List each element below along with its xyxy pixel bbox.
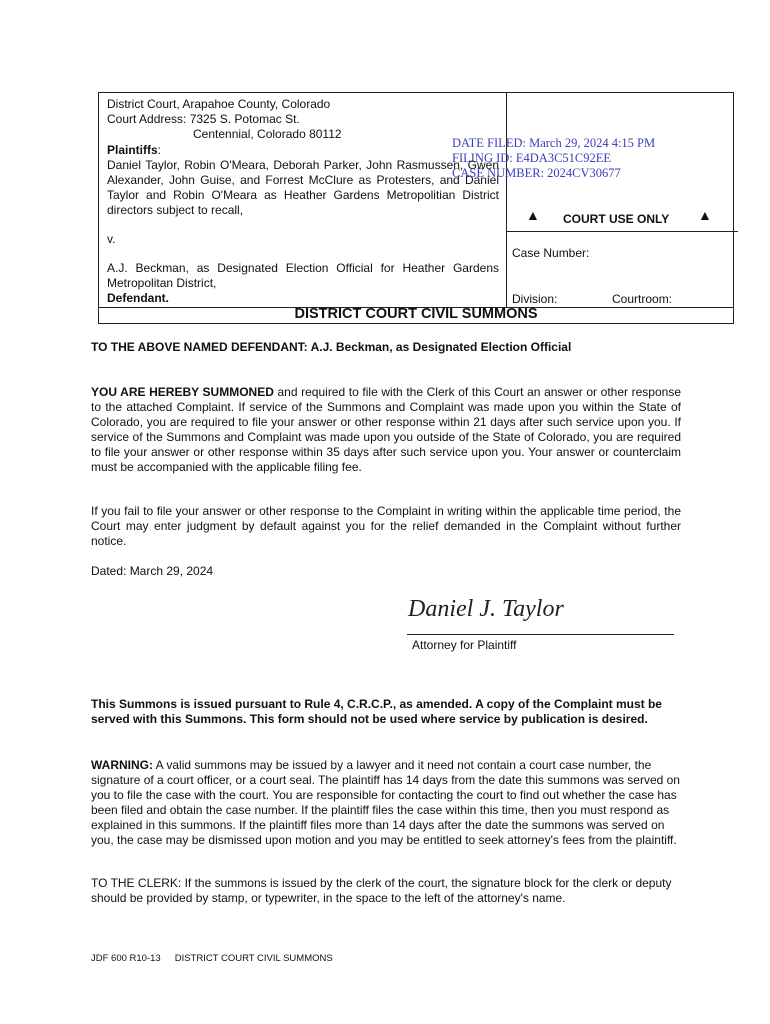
warning-label: WARNING: bbox=[91, 758, 153, 772]
division-label: Division: bbox=[512, 292, 558, 306]
signature bbox=[404, 590, 564, 630]
attorney-label: Attorney for Plaintiff bbox=[412, 638, 517, 652]
court-address: Court Address: 7325 S. Potomac St. bbox=[107, 112, 300, 126]
versus: v. bbox=[107, 232, 116, 246]
summoned-lead: YOU ARE HEREBY SUMMONED bbox=[91, 385, 274, 399]
warning-text: A valid summons may be issued by a lawyer and it need not contain a court case number, the signature of a court officer, or a court seal. The plaintiff has 14 days from the date this summons was served on you to file the case with the court. You are responsible for contacting the court to find out whether the case has been filed and obtain the case number. If the plaintiff files the case within this time, then you must respond as explained in this summons. If the plaintiff files more than 14 days after the date the summons was served on you, the case may be dismissed upon motion and you may be entitled to seek attorney's fees from the plaintiff. bbox=[91, 758, 680, 847]
court-line: District Court, Arapahoe County, Colorado bbox=[107, 97, 331, 111]
warning-paragraph bbox=[91, 758, 681, 848]
caption-divider-vertical bbox=[506, 93, 507, 307]
form-footer bbox=[91, 953, 333, 964]
case-caption-box bbox=[98, 92, 734, 324]
dated-line: Dated: March 29, 2024 bbox=[91, 564, 214, 578]
court-city: Centennial, Colorado 80112 bbox=[193, 127, 342, 141]
filing-date: DATE FILED: March 29, 2024 4:15 PM bbox=[452, 136, 656, 150]
signature-text: Daniel J. Taylor bbox=[408, 596, 564, 622]
summoned-text: and required to file with the Clerk of this Court an answer or other response to the attached Complaint. If service of the Summons and Complaint was made upon you within the State of Colorado, you are required to file your answer or other response within 21 days after such service upon you. If service of the Summons and Complaint was made upon you outside of the State of Colorado, you are required to file your answer or other response within 35 days after such service upon you. Your answer or counterclaim must be accompanied with the applicable filing fee. bbox=[91, 385, 681, 474]
document-title: DISTRICT COURT CIVIL SUMMONS bbox=[294, 306, 538, 322]
clerk-paragraph: TO THE CLERK: If the summons is issued by the clerk of the court, the signature block for the clerk or deputy should be provided by stamp, or typewriter, in the space to the left of the attorney's name. bbox=[91, 876, 672, 905]
plaintiffs-text: Daniel Taylor, Robin O'Meara, Deborah Parker, John Rasmussen, Gwen Alexander, John Guise, and Forrest McClure as Protesters, and Daniel Taylor and Robin O'Meara as Heather Gardens Metropolitian District directors subject to recall, bbox=[107, 158, 499, 217]
triangle-up-icon: ▲ bbox=[698, 207, 712, 223]
rule-notice: This Summons is issued pursuant to Rule 4, C.R.C.P., as amended. A copy of the Complaint must be served with this Summons. This form should not be used where service by publication is desired. bbox=[91, 697, 662, 726]
form-title: DISTRICT COURT CIVIL SUMMONS bbox=[174, 953, 333, 964]
caption-parties: District Court, Arapahoe County, Colorado Court Address: 7325 S. Potomac St. Centennial, Colorado 80112 Plaintiffs: Daniel Taylor, Robin O'Meara, Deborah Parker, John Rasmussen, Gwen Alexander, John Guise, and Forrest McClure as Protesters, and Daniel Taylor and Robin O'Meara as Heather Gardens Metropolitian District directors subject to recall, v. A.J. Beckman, as Designated Election Official for Heather Gardens Metropolitan District, Defendant. bbox=[107, 97, 499, 305]
default-paragraph: If you fail to file your answer or other response to the Complaint in writing within the applicable time period, the Court may enter judgment by default against you for the relief demanded in the Complaint without further notice. bbox=[91, 504, 681, 548]
defendant-text: A.J. Beckman, as Designated Election Official for Heather Gardens Metropolitan District, bbox=[107, 261, 499, 290]
filing-id: FILING ID: E4DA3C51C92EE bbox=[452, 151, 612, 165]
summoned-paragraph bbox=[91, 385, 681, 475]
courtroom-label: Courtroom: bbox=[612, 292, 673, 306]
triangle-up-icon: ▲ bbox=[526, 207, 540, 223]
signature-line bbox=[407, 634, 674, 635]
case-number-label: Case Number: bbox=[512, 246, 590, 260]
to-defendant: TO THE ABOVE NAMED DEFENDANT: A.J. Beckman, as Designated Election Official bbox=[91, 340, 572, 354]
court-use-only: COURT USE ONLY bbox=[563, 212, 670, 226]
filing-case-number: CASE NUMBER: 2024CV30677 bbox=[452, 166, 621, 180]
defendant-label: Defendant. bbox=[107, 291, 170, 305]
filing-stamp bbox=[452, 136, 655, 181]
caption-divider-right bbox=[506, 231, 738, 232]
form-id: JDF 600 R10-13 bbox=[91, 953, 161, 964]
plaintiffs-label: Plaintiffs bbox=[107, 143, 158, 157]
